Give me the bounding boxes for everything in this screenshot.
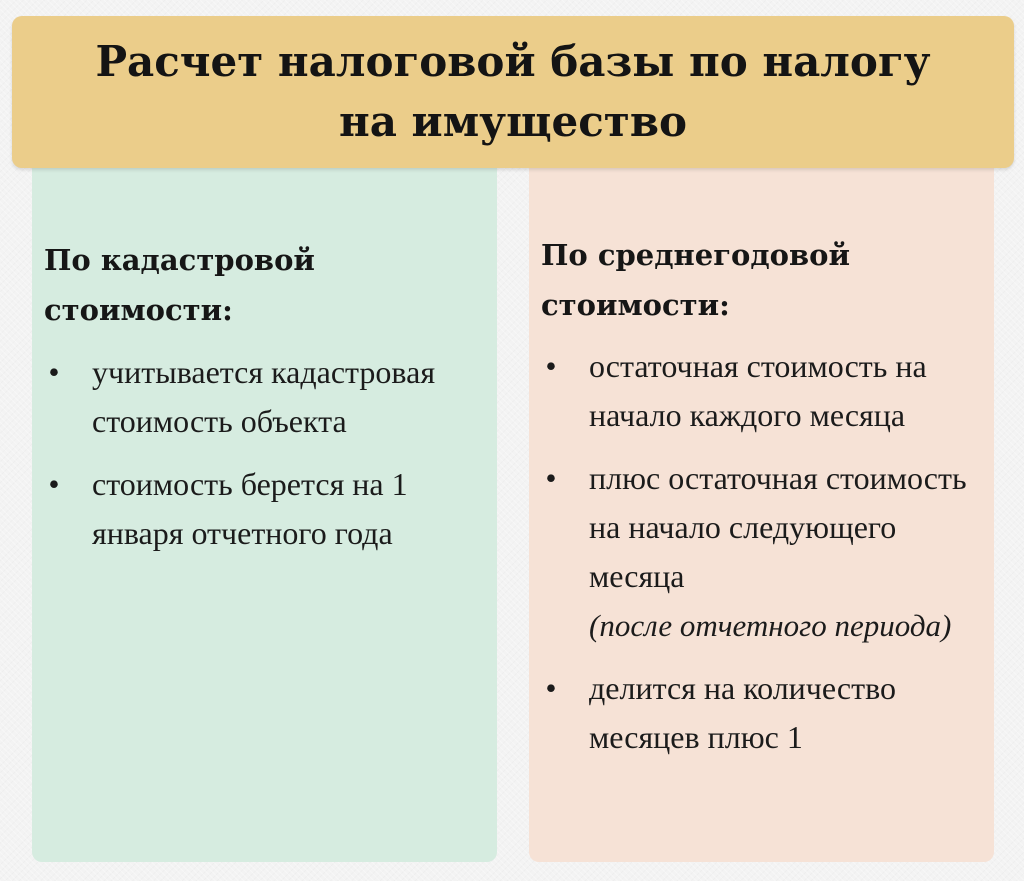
cadastral-value-list: [44, 348, 492, 572]
bullet-icon: •: [545, 670, 557, 706]
bullet-icon: •: [48, 354, 60, 390]
list-item: [44, 460, 492, 558]
list-item: [541, 342, 989, 440]
cadastral-value-panel: [32, 160, 497, 862]
list-item: [541, 454, 989, 650]
list-item: [44, 348, 492, 446]
list-item: [541, 664, 989, 762]
cadastral-value-heading: По кадастровой стоимости:: [44, 243, 315, 327]
average-annual-value-list: [541, 342, 989, 776]
bullet-icon: •: [545, 348, 557, 384]
average-annual-value-heading: По среднегодовой стоимости:: [541, 238, 851, 322]
header-banner: [12, 16, 1014, 168]
bullet-icon: •: [545, 460, 557, 496]
list-item-text: учитывается кадастровая стоимость объекта: [92, 354, 436, 439]
list-item-text: делится на количество месяцев плюс 1: [589, 670, 896, 755]
list-item-text: остаточная стоимость на начало каждого месяца: [589, 348, 927, 433]
average-annual-value-panel: [529, 160, 994, 862]
list-item-text: стоимость берется на 1 января отчетного года: [92, 466, 408, 551]
bullet-icon: •: [48, 466, 60, 502]
page-title: Расчет налоговой базы по налогу на имущество: [95, 37, 931, 146]
list-item-note: (после отчетного периода): [589, 608, 952, 643]
list-item-text: плюс остаточная стоимость на начало следующего месяца: [589, 460, 967, 594]
